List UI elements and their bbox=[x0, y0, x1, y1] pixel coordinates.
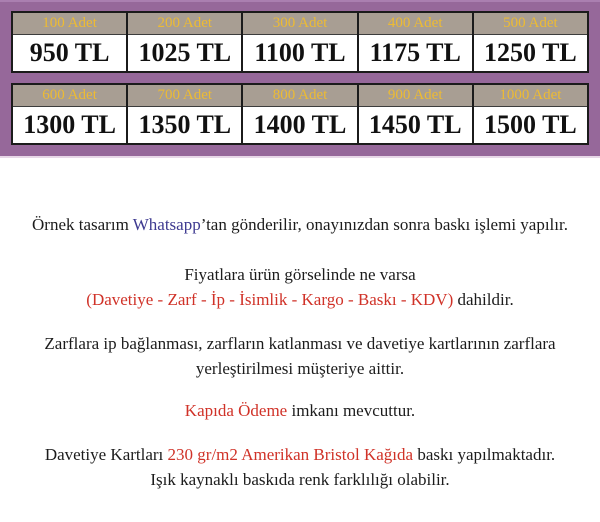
price-cell bbox=[357, 11, 474, 73]
note-envelope-assembly: Zarflara ip bağlanması, zarfların katlanması ve davetiye kartlarının zarflara yerleştirilmesi müşteriye aittir. bbox=[44, 334, 556, 378]
quantity-header: 400 Adet bbox=[359, 13, 472, 35]
price-value: 1100 TL bbox=[243, 35, 356, 71]
quantity-header: 700 Adet bbox=[128, 85, 241, 107]
price-table-row-2 bbox=[11, 83, 589, 145]
note-includes-line1: Fiyatlara ürün görselinde ne varsa bbox=[184, 265, 416, 284]
pricing-banner bbox=[0, 0, 600, 158]
paper-pre: Davetiye Kartları bbox=[44, 445, 168, 464]
note-paper-line bbox=[6, 442, 594, 467]
quantity-header: 300 Adet bbox=[243, 13, 356, 35]
whatsapp-label: Whatsapp bbox=[132, 215, 201, 234]
quantity-header: 900 Adet bbox=[359, 85, 472, 107]
note-sample-design bbox=[6, 212, 594, 237]
notes-section bbox=[0, 212, 600, 492]
note-paper-info bbox=[6, 442, 594, 492]
price-value: 1450 TL bbox=[359, 107, 472, 143]
price-cell bbox=[241, 11, 358, 73]
price-value: 1025 TL bbox=[128, 35, 241, 71]
price-cell bbox=[472, 11, 589, 73]
note-includes-line2 bbox=[6, 287, 594, 312]
note-sample-post: ’tan gönderilir, onayınızdan sonra baskı işlemi yapılır. bbox=[200, 215, 568, 234]
price-value: 1400 TL bbox=[243, 107, 356, 143]
price-value: 1350 TL bbox=[128, 107, 241, 143]
included-items-list: (Davetiye - Zarf - İp - İsimlik - Kargo - Baskı - KDV) bbox=[86, 290, 454, 309]
price-value: 1250 TL bbox=[474, 35, 587, 71]
note-includes-suffix: dahildir. bbox=[453, 290, 514, 309]
price-cell bbox=[241, 83, 358, 145]
note-cash-on-delivery bbox=[6, 398, 594, 423]
price-cell bbox=[11, 11, 128, 73]
price-cell bbox=[472, 83, 589, 145]
price-value: 1300 TL bbox=[13, 107, 126, 143]
note-color-variation: Işık kaynaklı baskıda renk farklılığı olabilir. bbox=[150, 470, 450, 489]
cod-suffix: imkanı mevcuttur. bbox=[287, 401, 416, 420]
quantity-header: 800 Adet bbox=[243, 85, 356, 107]
price-value: 950 TL bbox=[13, 35, 126, 71]
cod-highlight: Kapıda Ödeme bbox=[184, 401, 288, 420]
paper-spec-highlight: 230 gr/m2 Amerikan Bristol Kağıda bbox=[167, 445, 414, 464]
quantity-header: 1000 Adet bbox=[474, 85, 587, 107]
price-cell bbox=[357, 83, 474, 145]
price-cell bbox=[126, 11, 243, 73]
quantity-header: 500 Adet bbox=[474, 13, 587, 35]
quantity-header: 100 Adet bbox=[13, 13, 126, 35]
price-cell bbox=[11, 83, 128, 145]
paper-suffix: baskı yapılmaktadır. bbox=[413, 445, 556, 464]
note-price-includes bbox=[6, 262, 594, 312]
price-table-row-1 bbox=[11, 11, 589, 73]
quantity-header: 600 Adet bbox=[13, 85, 126, 107]
price-value: 1500 TL bbox=[474, 107, 587, 143]
price-value: 1175 TL bbox=[359, 35, 472, 71]
price-cell bbox=[126, 83, 243, 145]
quantity-header: 200 Adet bbox=[128, 13, 241, 35]
note-sample-pre: Örnek tasarım bbox=[32, 215, 133, 234]
